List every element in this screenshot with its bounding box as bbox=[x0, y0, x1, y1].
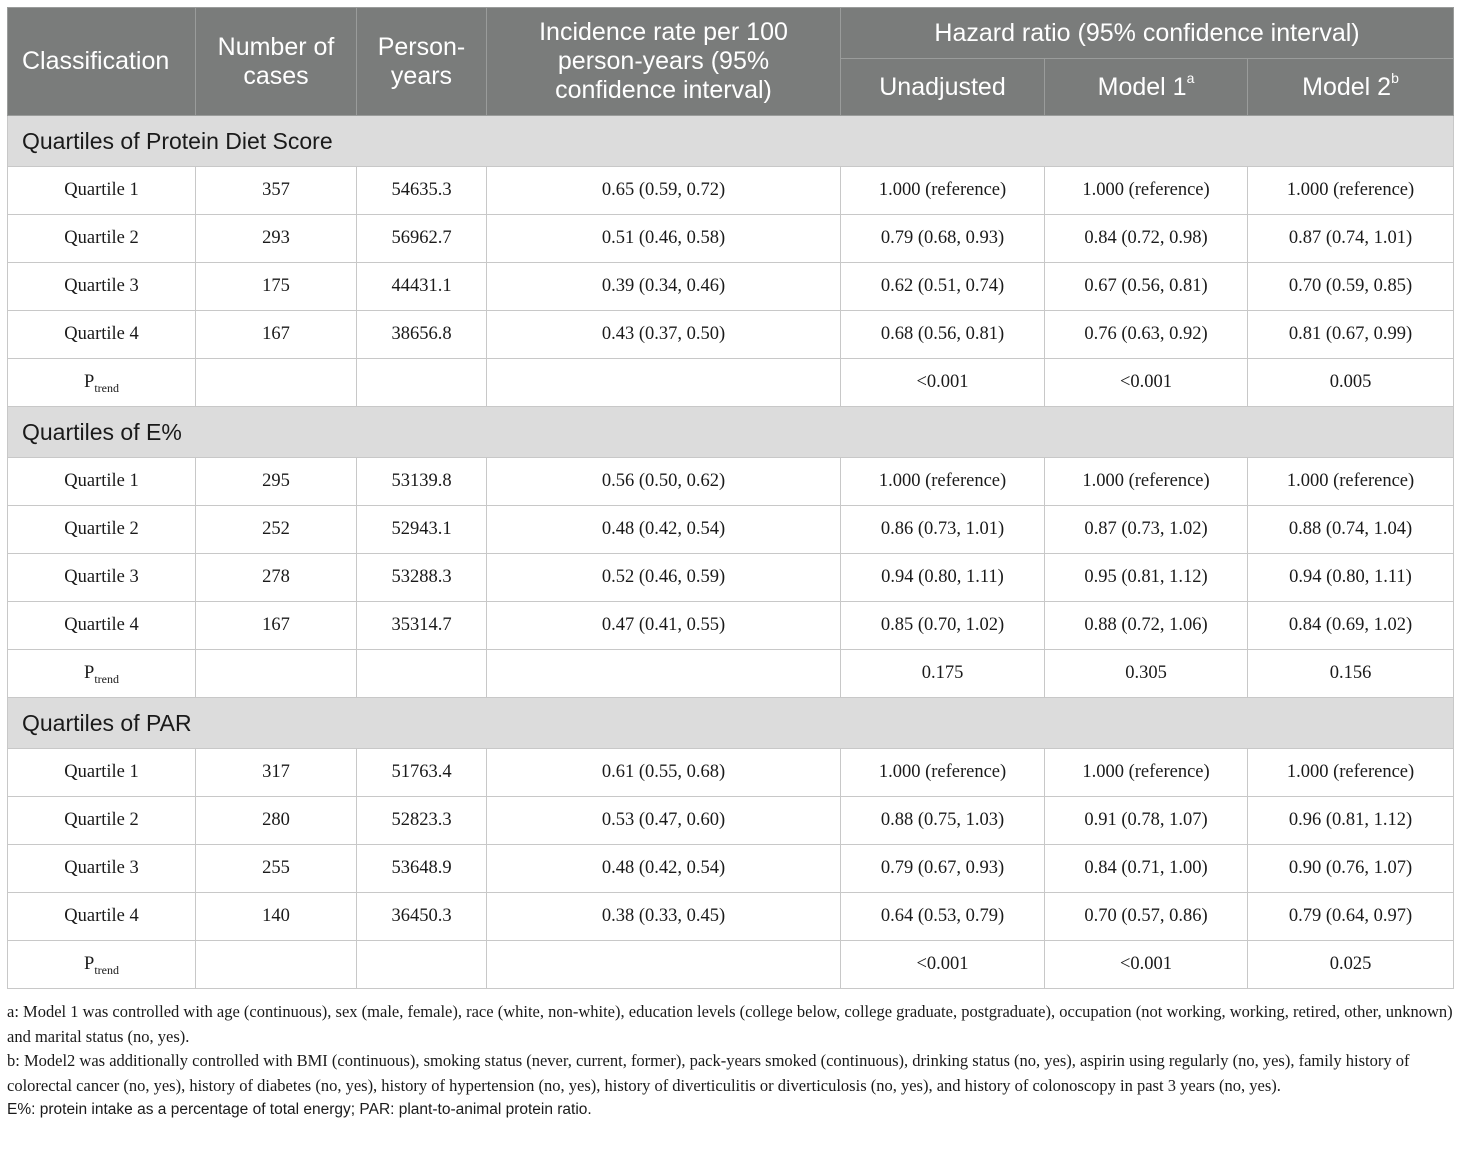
row-label: Quartile 1 bbox=[8, 458, 196, 506]
table-body bbox=[8, 116, 1454, 989]
table-row bbox=[8, 749, 1454, 797]
incidence-cell: 0.61 (0.55, 0.68) bbox=[487, 749, 841, 797]
table-header bbox=[8, 8, 1454, 116]
table-row bbox=[8, 263, 1454, 311]
table-row bbox=[8, 554, 1454, 602]
model2-cell: 0.81 (0.67, 0.99) bbox=[1248, 311, 1454, 359]
p-trend-base: P bbox=[84, 663, 95, 683]
footnote-abbreviations: E%: protein intake as a percentage of total energy; PAR: plant-to-animal protein ratio. bbox=[7, 1101, 592, 1118]
p-trend-label bbox=[8, 941, 196, 989]
p-trend-model2: 0.005 bbox=[1248, 359, 1454, 407]
model2-cell: 0.79 (0.64, 0.97) bbox=[1248, 893, 1454, 941]
p-trend-base: P bbox=[84, 954, 95, 974]
p-trend-sub: trend bbox=[94, 963, 119, 977]
person-years-cell: 38656.8 bbox=[357, 311, 487, 359]
model2-cell: 1.000 (reference) bbox=[1248, 458, 1454, 506]
section-title: Quartiles of Protein Diet Score bbox=[8, 116, 1454, 167]
p-trend-model2: 0.025 bbox=[1248, 941, 1454, 989]
cases-cell: 175 bbox=[196, 263, 357, 311]
p-trend-model1: <0.001 bbox=[1045, 359, 1248, 407]
header-person-years: Person-years bbox=[357, 8, 487, 116]
section-header-row bbox=[8, 116, 1454, 167]
row-label: Quartile 1 bbox=[8, 167, 196, 215]
header-classification: Classification bbox=[8, 8, 196, 116]
row-label: Quartile 4 bbox=[8, 311, 196, 359]
model2-cell: 0.84 (0.69, 1.02) bbox=[1248, 602, 1454, 650]
table-row bbox=[8, 215, 1454, 263]
incidence-cell: 0.47 (0.41, 0.55) bbox=[487, 602, 841, 650]
row-label: Quartile 2 bbox=[8, 506, 196, 554]
row-label: Quartile 2 bbox=[8, 797, 196, 845]
model1-cell: 1.000 (reference) bbox=[1045, 167, 1248, 215]
section-header-row bbox=[8, 698, 1454, 749]
model2-cell: 0.87 (0.74, 1.01) bbox=[1248, 215, 1454, 263]
header-model2 bbox=[1248, 59, 1454, 116]
header-hazard-ratio: Hazard ratio (95% confidence interval) bbox=[841, 8, 1454, 59]
row-label: Quartile 1 bbox=[8, 749, 196, 797]
p-trend-sub: trend bbox=[94, 672, 119, 686]
unadjusted-cell: 1.000 (reference) bbox=[841, 749, 1045, 797]
incidence-cell: 0.56 (0.50, 0.62) bbox=[487, 458, 841, 506]
unadjusted-cell: 0.79 (0.67, 0.93) bbox=[841, 845, 1045, 893]
incidence-cell: 0.65 (0.59, 0.72) bbox=[487, 167, 841, 215]
empty-cell bbox=[487, 650, 841, 698]
cases-cell: 317 bbox=[196, 749, 357, 797]
cases-cell: 357 bbox=[196, 167, 357, 215]
table-row bbox=[8, 602, 1454, 650]
table-footnotes bbox=[7, 1000, 1453, 1123]
model1-cell: 1.000 (reference) bbox=[1045, 749, 1248, 797]
model1-cell: 0.70 (0.57, 0.86) bbox=[1045, 893, 1248, 941]
unadjusted-cell: 0.86 (0.73, 1.01) bbox=[841, 506, 1045, 554]
empty-cell bbox=[357, 941, 487, 989]
person-years-cell: 52823.3 bbox=[357, 797, 487, 845]
model1-cell: 1.000 (reference) bbox=[1045, 458, 1248, 506]
model1-cell: 0.87 (0.73, 1.02) bbox=[1045, 506, 1248, 554]
model1-cell: 0.91 (0.78, 1.07) bbox=[1045, 797, 1248, 845]
p-trend-label bbox=[8, 650, 196, 698]
model1-cell: 0.84 (0.71, 1.00) bbox=[1045, 845, 1248, 893]
p-trend-row bbox=[8, 650, 1454, 698]
row-label: Quartile 3 bbox=[8, 263, 196, 311]
cases-cell: 278 bbox=[196, 554, 357, 602]
section-title: Quartiles of PAR bbox=[8, 698, 1454, 749]
p-trend-unadjusted: <0.001 bbox=[841, 941, 1045, 989]
incidence-cell: 0.39 (0.34, 0.46) bbox=[487, 263, 841, 311]
table-row bbox=[8, 167, 1454, 215]
p-trend-row bbox=[8, 941, 1454, 989]
empty-cell bbox=[196, 941, 357, 989]
empty-cell bbox=[196, 359, 357, 407]
person-years-cell: 54635.3 bbox=[357, 167, 487, 215]
person-years-cell: 44431.1 bbox=[357, 263, 487, 311]
p-trend-row bbox=[8, 359, 1454, 407]
header-model1-sup: a bbox=[1186, 70, 1195, 87]
row-label: Quartile 4 bbox=[8, 602, 196, 650]
empty-cell bbox=[487, 359, 841, 407]
incidence-cell: 0.48 (0.42, 0.54) bbox=[487, 506, 841, 554]
model2-cell: 0.96 (0.81, 1.12) bbox=[1248, 797, 1454, 845]
model2-cell: 1.000 (reference) bbox=[1248, 749, 1454, 797]
model1-cell: 0.84 (0.72, 0.98) bbox=[1045, 215, 1248, 263]
person-years-cell: 53139.8 bbox=[357, 458, 487, 506]
unadjusted-cell: 0.68 (0.56, 0.81) bbox=[841, 311, 1045, 359]
row-label: Quartile 3 bbox=[8, 845, 196, 893]
model2-cell: 0.88 (0.74, 1.04) bbox=[1248, 506, 1454, 554]
header-model2-sup: b bbox=[1391, 70, 1399, 87]
p-trend-unadjusted: 0.175 bbox=[841, 650, 1045, 698]
cases-cell: 140 bbox=[196, 893, 357, 941]
header-model1-label: Model 1 bbox=[1097, 72, 1187, 101]
incidence-cell: 0.48 (0.42, 0.54) bbox=[487, 845, 841, 893]
row-label: Quartile 3 bbox=[8, 554, 196, 602]
unadjusted-cell: 1.000 (reference) bbox=[841, 167, 1045, 215]
empty-cell bbox=[357, 650, 487, 698]
p-trend-model2: 0.156 bbox=[1248, 650, 1454, 698]
table-row bbox=[8, 506, 1454, 554]
model2-cell: 1.000 (reference) bbox=[1248, 167, 1454, 215]
empty-cell bbox=[357, 359, 487, 407]
unadjusted-cell: 0.79 (0.68, 0.93) bbox=[841, 215, 1045, 263]
cases-cell: 293 bbox=[196, 215, 357, 263]
header-model2-label: Model 2 bbox=[1302, 72, 1392, 101]
table-row bbox=[8, 893, 1454, 941]
cases-cell: 280 bbox=[196, 797, 357, 845]
p-trend-sub: trend bbox=[94, 381, 119, 395]
row-label: Quartile 4 bbox=[8, 893, 196, 941]
person-years-cell: 35314.7 bbox=[357, 602, 487, 650]
person-years-cell: 52943.1 bbox=[357, 506, 487, 554]
incidence-cell: 0.53 (0.47, 0.60) bbox=[487, 797, 841, 845]
header-cases: Number of cases bbox=[196, 8, 357, 116]
incidence-cell: 0.38 (0.33, 0.45) bbox=[487, 893, 841, 941]
model1-cell: 0.67 (0.56, 0.81) bbox=[1045, 263, 1248, 311]
p-trend-label bbox=[8, 359, 196, 407]
section-header-row bbox=[8, 407, 1454, 458]
incidence-cell: 0.51 (0.46, 0.58) bbox=[487, 215, 841, 263]
model1-cell: 0.88 (0.72, 1.06) bbox=[1045, 602, 1248, 650]
footnote-a: a: Model 1 was controlled with age (continuous), sex (male, female), race (white, non-white), education levels (college below, college graduate, postgraduate), occupation (not working, working, retired, other, unknown) and marital status (no, yes). bbox=[7, 1002, 1453, 1046]
unadjusted-cell: 0.64 (0.53, 0.79) bbox=[841, 893, 1045, 941]
unadjusted-cell: 0.88 (0.75, 1.03) bbox=[841, 797, 1045, 845]
hazard-ratio-table bbox=[7, 7, 1454, 989]
model2-cell: 0.70 (0.59, 0.85) bbox=[1248, 263, 1454, 311]
incidence-cell: 0.52 (0.46, 0.59) bbox=[487, 554, 841, 602]
cases-cell: 255 bbox=[196, 845, 357, 893]
model2-cell: 0.90 (0.76, 1.07) bbox=[1248, 845, 1454, 893]
person-years-cell: 53648.9 bbox=[357, 845, 487, 893]
person-years-cell: 51763.4 bbox=[357, 749, 487, 797]
unadjusted-cell: 0.62 (0.51, 0.74) bbox=[841, 263, 1045, 311]
header-incidence-rate: Incidence rate per 100 person-years (95% confidence interval) bbox=[487, 8, 841, 116]
cases-cell: 167 bbox=[196, 602, 357, 650]
model1-cell: 0.95 (0.81, 1.12) bbox=[1045, 554, 1248, 602]
table-row bbox=[8, 797, 1454, 845]
row-label: Quartile 2 bbox=[8, 215, 196, 263]
cases-cell: 167 bbox=[196, 311, 357, 359]
header-model1 bbox=[1045, 59, 1248, 116]
header-unadjusted: Unadjusted bbox=[841, 59, 1045, 116]
table-row bbox=[8, 311, 1454, 359]
unadjusted-cell: 0.94 (0.80, 1.11) bbox=[841, 554, 1045, 602]
incidence-cell: 0.43 (0.37, 0.50) bbox=[487, 311, 841, 359]
p-trend-base: P bbox=[84, 372, 95, 392]
p-trend-model1: <0.001 bbox=[1045, 941, 1248, 989]
unadjusted-cell: 1.000 (reference) bbox=[841, 458, 1045, 506]
p-trend-model1: 0.305 bbox=[1045, 650, 1248, 698]
table-row bbox=[8, 845, 1454, 893]
person-years-cell: 56962.7 bbox=[357, 215, 487, 263]
cases-cell: 295 bbox=[196, 458, 357, 506]
footnote-b: b: Model2 was additionally controlled with BMI (continuous), smoking status (never, current, former), pack-years smoked (continuous), drinking status (no, yes), aspirin using regularly (no, yes), family history of colorectal cancer (no, yes), history of diabetes (no, yes), history of hypertension (no, yes), history of diverticulitis or diverticulosis (no, yes), and history of colonoscopy in past 3 years (no, yes). bbox=[7, 1051, 1410, 1095]
results-table-container bbox=[7, 7, 1453, 989]
person-years-cell: 36450.3 bbox=[357, 893, 487, 941]
p-trend-unadjusted: <0.001 bbox=[841, 359, 1045, 407]
table-row bbox=[8, 458, 1454, 506]
model2-cell: 0.94 (0.80, 1.11) bbox=[1248, 554, 1454, 602]
model1-cell: 0.76 (0.63, 0.92) bbox=[1045, 311, 1248, 359]
empty-cell bbox=[487, 941, 841, 989]
person-years-cell: 53288.3 bbox=[357, 554, 487, 602]
empty-cell bbox=[196, 650, 357, 698]
unadjusted-cell: 0.85 (0.70, 1.02) bbox=[841, 602, 1045, 650]
cases-cell: 252 bbox=[196, 506, 357, 554]
section-title: Quartiles of E% bbox=[8, 407, 1454, 458]
